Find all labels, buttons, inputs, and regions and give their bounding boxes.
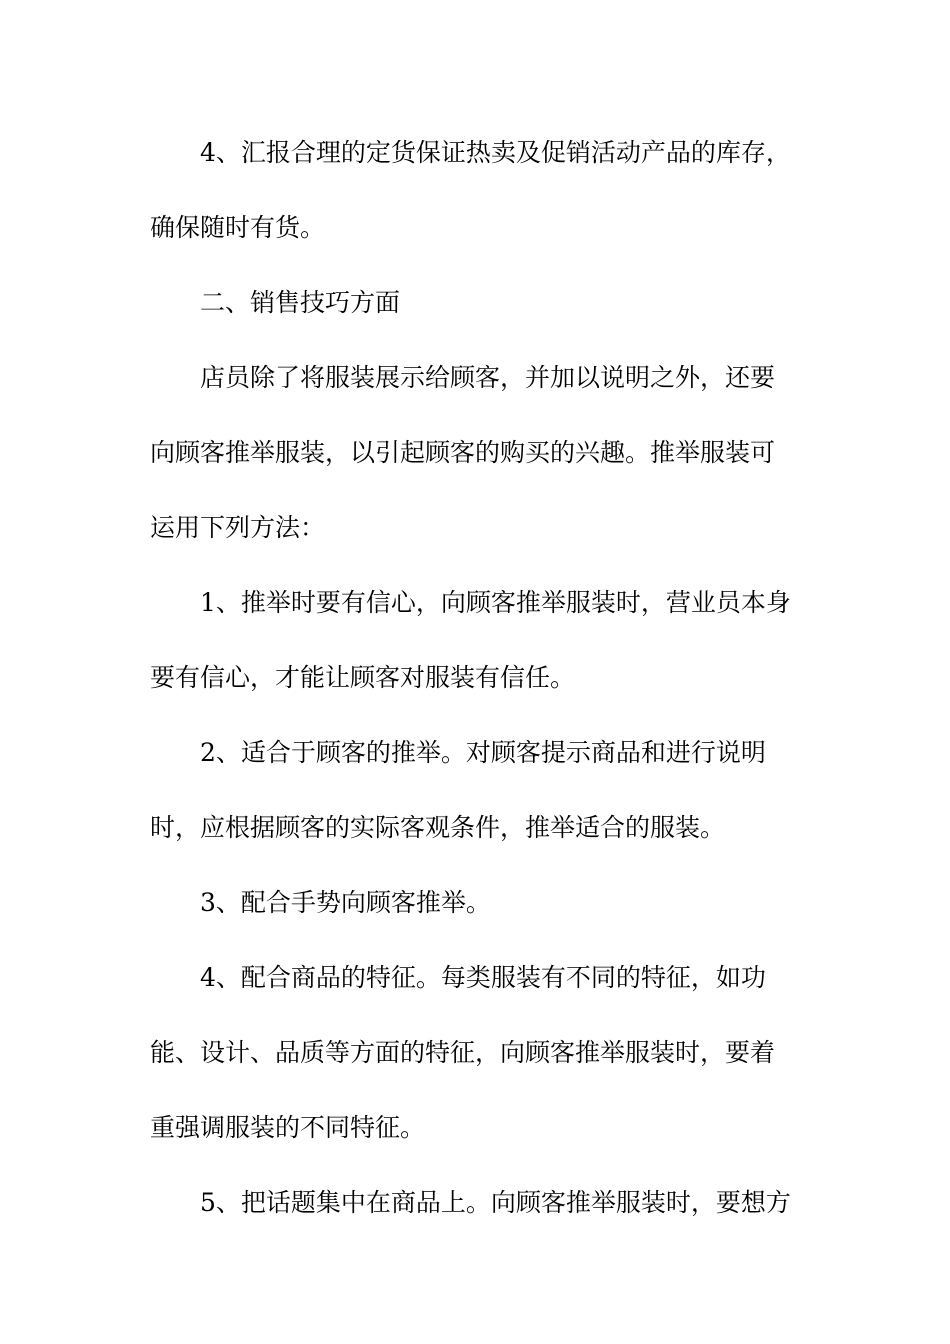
paragraph-line: 1、推举时要有信心，向顾客推举服装时，营业员本身 bbox=[200, 588, 791, 617]
paragraph-line: 4、配合商品的特征。每类服装有不同的特征，如功 bbox=[200, 963, 766, 992]
paragraph-line: 3、配合手势向顾客推举。 bbox=[200, 888, 491, 917]
paragraph-line: 4、汇报合理的定货保证热卖及促销活动产品的库存， bbox=[200, 138, 791, 167]
paragraph-line: 5、把话题集中在商品上。向顾客推举服装时，要想方 bbox=[200, 1188, 791, 1217]
paragraph-line: 运用下列方法： bbox=[150, 513, 326, 542]
paragraph-line: 重强调服装的不同特征。 bbox=[150, 1113, 426, 1142]
paragraph-line: 能、设计、品质等方面的特征，向顾客推举服装时，要着 bbox=[150, 1038, 776, 1067]
paragraph-line: 确保随时有货。 bbox=[150, 213, 326, 242]
paragraph-line: 向顾客推举服装，以引起顾客的购买的兴趣。推举服装可 bbox=[150, 438, 776, 467]
paragraph-line: 2、适合于顾客的推举。对顾客提示商品和进行说明 bbox=[200, 738, 766, 767]
paragraph-line: 要有信心，才能让顾客对服装有信任。 bbox=[150, 663, 576, 692]
paragraph-line: 时，应根据顾客的实际客观条件，推举适合的服装。 bbox=[150, 813, 726, 842]
section-heading: 二、销售技巧方面 bbox=[200, 288, 401, 317]
paragraph-line: 店员除了将服装展示给顾客，并加以说明之外，还要 bbox=[200, 363, 776, 392]
